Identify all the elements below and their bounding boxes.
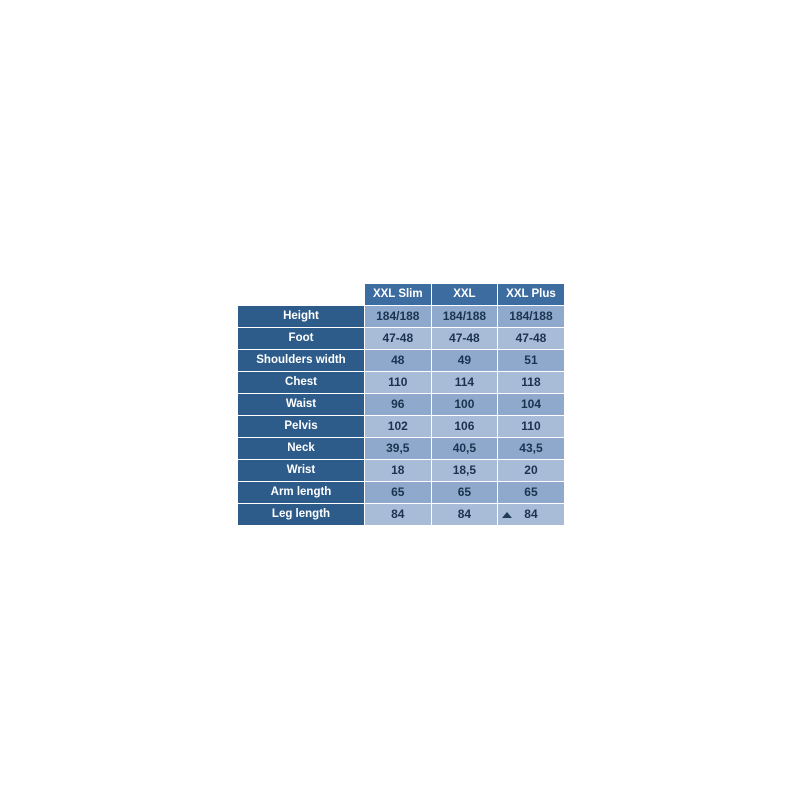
- table-row: [238, 438, 565, 460]
- cell-height-xxl-plus: 184/188: [498, 306, 565, 328]
- cell-neck-xxl-slim: 39,5: [365, 438, 432, 460]
- row-label-neck: Neck: [238, 438, 365, 460]
- cell-waist-xxl: 100: [431, 394, 498, 416]
- cell-wrist-xxl-slim: 18: [365, 460, 432, 482]
- cell-leg-length-xxl-plus: 84: [498, 504, 565, 526]
- cell-foot-xxl-slim: 47-48: [365, 328, 432, 350]
- table-row: [238, 328, 565, 350]
- triangle-marker-icon: [502, 512, 512, 518]
- table-row: [238, 482, 565, 504]
- table-row: [238, 504, 565, 526]
- row-label-waist: Waist: [238, 394, 365, 416]
- column-header-xxl: XXL: [431, 284, 498, 306]
- cell-waist-xxl-plus: 104: [498, 394, 565, 416]
- row-label-arm-length: Arm length: [238, 482, 365, 504]
- table-row: [238, 460, 565, 482]
- row-label-height: Height: [238, 306, 365, 328]
- cell-pelvis-xxl: 106: [431, 416, 498, 438]
- cell-shoulders-width-xxl: 49: [431, 350, 498, 372]
- table-body: [238, 306, 565, 526]
- cell-leg-length-xxl-slim: 84: [365, 504, 432, 526]
- row-label-foot: Foot: [238, 328, 365, 350]
- cell-waist-xxl-slim: 96: [365, 394, 432, 416]
- cell-shoulders-width-xxl-plus: 51: [498, 350, 565, 372]
- cell-chest-xxl: 114: [431, 372, 498, 394]
- cell-pelvis-xxl-plus: 110: [498, 416, 565, 438]
- cell-chest-xxl-plus: 118: [498, 372, 565, 394]
- cell-height-xxl-slim: 184/188: [365, 306, 432, 328]
- corner-cell: [238, 284, 365, 306]
- cell-arm-length-xxl-slim: 65: [365, 482, 432, 504]
- cell-chest-xxl-slim: 110: [365, 372, 432, 394]
- row-label-pelvis: Pelvis: [238, 416, 365, 438]
- cell-leg-length-xxl: 84: [431, 504, 498, 526]
- column-header-xxl-slim: XXL Slim: [365, 284, 432, 306]
- size-chart-table: [237, 283, 565, 526]
- cell-shoulders-width-xxl-slim: 48: [365, 350, 432, 372]
- size-chart-table-wrapper: [237, 283, 564, 526]
- header-row: [238, 284, 565, 306]
- cell-wrist-xxl-plus: 20: [498, 460, 565, 482]
- table-row: [238, 394, 565, 416]
- table-row: [238, 306, 565, 328]
- cell-wrist-xxl: 18,5: [431, 460, 498, 482]
- row-label-shoulders-width: Shoulders width: [238, 350, 365, 372]
- table-row: [238, 416, 565, 438]
- table-row: [238, 350, 565, 372]
- cell-arm-length-xxl: 65: [431, 482, 498, 504]
- row-label-leg-length: Leg length: [238, 504, 365, 526]
- cell-foot-xxl: 47-48: [431, 328, 498, 350]
- column-header-xxl-plus: XXL Plus: [498, 284, 565, 306]
- cell-arm-length-xxl-plus: 65: [498, 482, 565, 504]
- cell-neck-xxl-plus: 43,5: [498, 438, 565, 460]
- cell-height-xxl: 184/188: [431, 306, 498, 328]
- cell-neck-xxl: 40,5: [431, 438, 498, 460]
- table-header: [238, 284, 565, 306]
- table-row: [238, 372, 565, 394]
- cell-foot-xxl-plus: 47-48: [498, 328, 565, 350]
- cell-pelvis-xxl-slim: 102: [365, 416, 432, 438]
- row-label-wrist: Wrist: [238, 460, 365, 482]
- row-label-chest: Chest: [238, 372, 365, 394]
